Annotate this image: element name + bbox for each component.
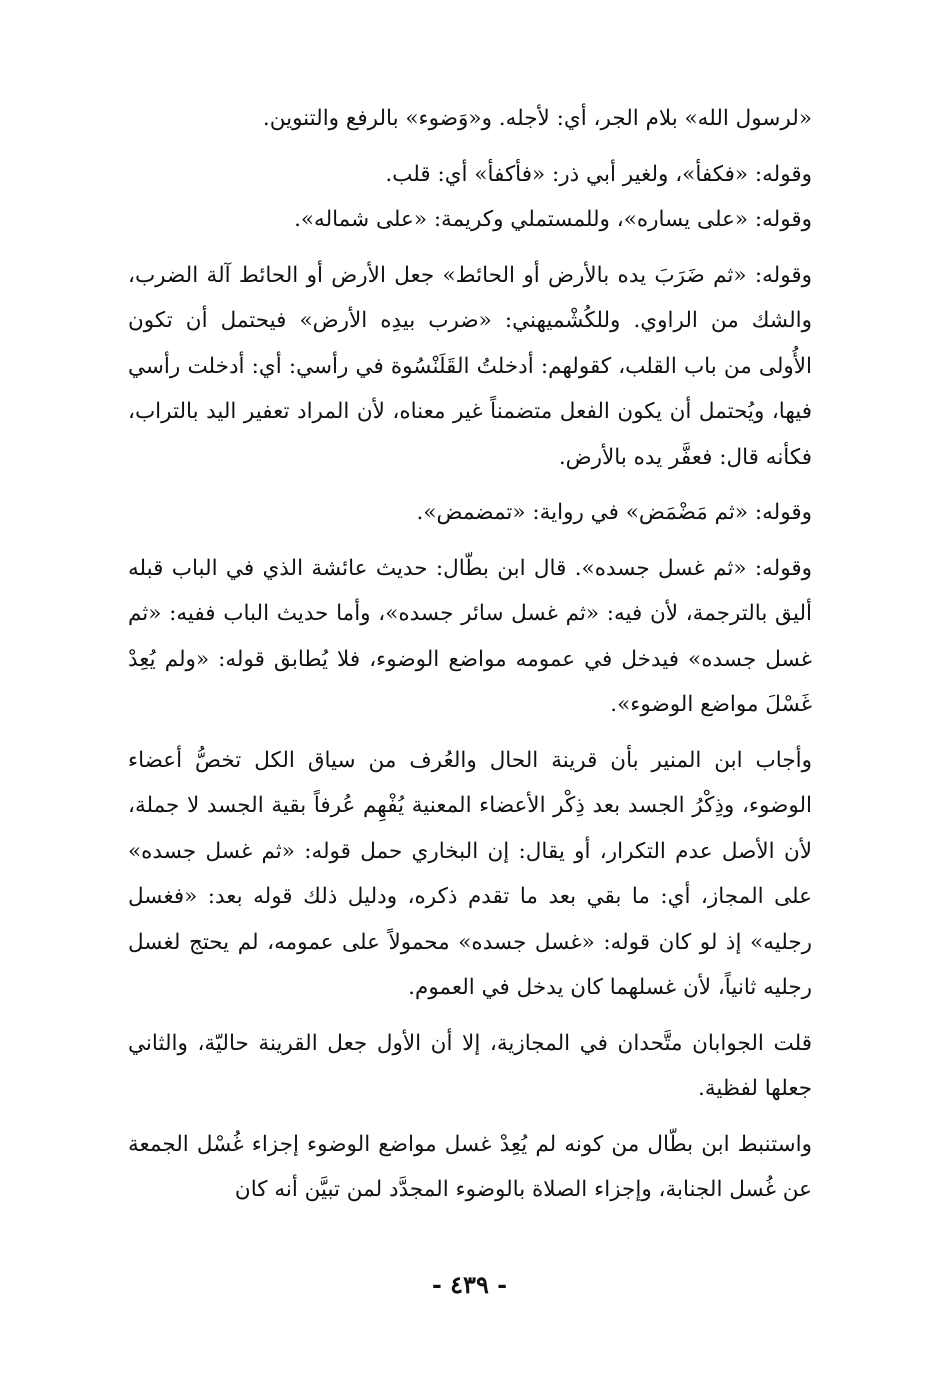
- paragraph-3: وقوله: «على يساره»، وللمستملي وكريمة: «على شماله».: [294, 207, 812, 232]
- paragraph-4: وقوله: «ثم ضَرَبَ يده بالأرض أو الحائط» جعل الأرض أو الحائط آلة الضرب، والشك من الراوي. وللكُشْميهني: «ضرب بيدِه الأرض» فيحتمل أن تكون الأُولى من باب القلب، كقولهم: أدخلتُ القَلَنْسُوة في رأسي: أي: أدخلت رأسي فيها، ويُحتمل أن يكون الفعل متضمناً غير معناه، لأن المراد تعفير اليد بالتراب، فكأنه قال: فعفَّر يده بالأرض.: [128, 262, 812, 470]
- page-number: - ٤٣٩ -: [431, 1270, 508, 1299]
- paragraph-6: وقوله: «ثم غسل جسده». قال ابن بطّال: حديث عائشة الذي في الباب قبله أليق بالترجمة، لأن فيه: «ثم غسل سائر جسده»، وأما حديث الباب ففيه: «ثم غسل جسده» فيدخل في عمومه مواضع الوضوء، فلا يُطابق قوله: «ولم يُعِدْ غَسْلَ مواضع الوضوء».: [128, 555, 812, 717]
- paragraph-2: وقوله: «فكفأ»، ولغير أبي ذر: «فأكفأ» أي: قلب.: [385, 161, 812, 187]
- paragraph-5: وقوله: «ثم مَضْمَض» في رواية: «تمضمض».: [416, 500, 812, 525]
- paragraph-9: واستنبط ابن بطّال من كونه لم يُعِدْ غسل مواضع الوضوء إجزاء غُسْل الجمعة عن غُسل الجنابة، وإجزاء الصلاة بالوضوء المجدَّد لمن تبيَّن أنه كان: [128, 1131, 812, 1202]
- paragraph-8: قلت الجوابان متَّحدان في المجازية، إلا أن الأول جعل القرينة حاليّة، والثاني جعلها لفظية.: [128, 1030, 812, 1101]
- paragraph-1: «لرسول الله» بلام الجر، أي: لأجله. و«وَضوء» بالرفع والتنوين.: [262, 106, 812, 131]
- paragraph-7: وأجاب ابن المنير بأن قرينة الحال والعُرف من سياق الكل تخصُّ أعضاء الوضوء، وذِكْرُ الجسد بعد ذِكْر الأعضاء المعنية يُفْهِم عُرفاً بقية الجسد لا جملة، لأن الأصل عدم التكرار، أو يقال: إن البخاري حمل قوله: «ثم غسل جسده» على المجاز، أي: ما بقي بعد ما تقدم ذكره، ودليل ذلك قوله بعد: «فغسل رجليه» إذ لو كان قوله: «غسل جسده» محمولاً على عمومه، لم يحتج لغسل رجليه ثانياً، لأن غسلهما كان يدخل في العموم.: [128, 747, 812, 1000]
- page-body: [128, 96, 812, 1223]
